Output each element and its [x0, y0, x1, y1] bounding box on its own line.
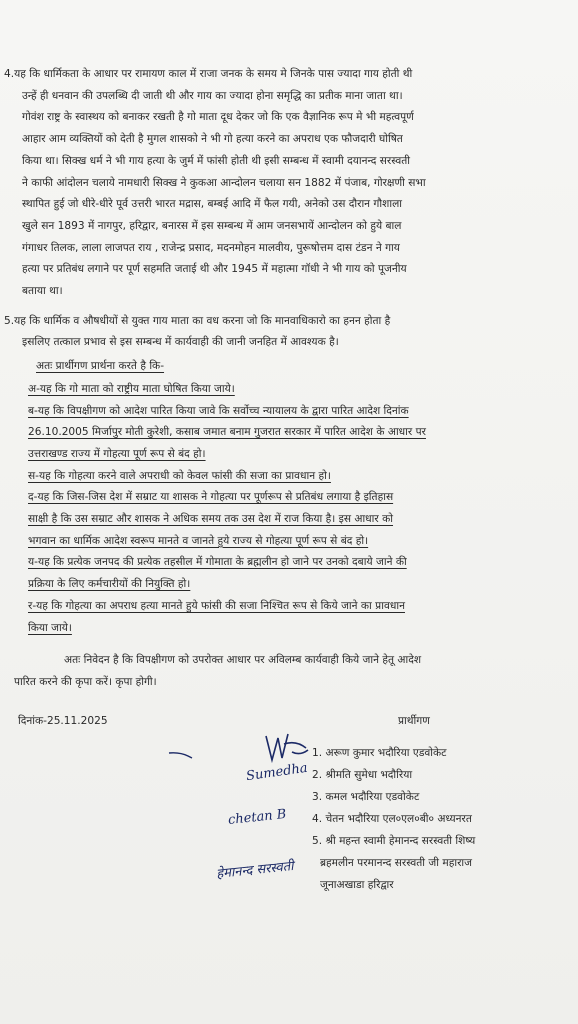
prayer-item [28, 552, 570, 595]
pen-mark [168, 750, 194, 760]
paragraph-number: 4. [4, 68, 15, 80]
text-line: अ-यह कि गो माता को राष्ट्रीय माता घोषित किया जाये। [28, 382, 235, 395]
text-line: इसलिए तत्काल प्रभाव से इस सम्बन्ध में कार्यवाही की जानी जनहित में आवश्यक है। [22, 336, 339, 349]
prayer-list [4, 379, 570, 639]
text-line: गंगाधर तिलक, लाला लाजपत राय , राजेन्द्र प्रसाद, मदनमोहन मालवीय, पुरूषोत्तम दास टंडन ने गाय [22, 241, 400, 254]
prayer-item [28, 596, 570, 639]
paragraph-5 [4, 311, 570, 354]
date: दिनांक-25.11.2025 [18, 715, 108, 727]
applicants-title: प्रार्थीगण [398, 715, 430, 727]
text-line: बताया था। [22, 285, 63, 298]
signatory-line: 3. कमल भदौरिया एडवोकेट [312, 791, 420, 803]
prayer-item [28, 487, 570, 552]
text-line: हत्या पर प्रतिबंध लगाने पर पूर्ण सहमति जताई थी और 1945 में महात्मा गॉधी ने भी गाय को पूजनीय [22, 263, 407, 276]
prayer-item [28, 379, 570, 401]
text-line: किया था। सिक्ख धर्म ने भी गाय हत्या के जुर्म में फांसी होती थी इसी सम्बन्ध में स्वामी दयानन्द सरस्वती [22, 154, 411, 167]
text-line: य-यह कि प्रत्येक जनपद की प्रत्येक तहसील में गोमाता के ब्रह्मलीन हो जाने पर उनको दबाये जाने की [28, 556, 407, 569]
text-line: साक्षी है कि उस सम्राट और शासक ने अधिक समय तक उस देश में राज किया है। इस आधार को [28, 513, 394, 526]
signatory-line: 5. श्री महन्त स्वामी हेमानन्द सरस्वती शिष्य [312, 835, 476, 847]
text-line: पारित करने की कृपा करें। कृपा होगी। [14, 675, 157, 688]
text-line: यह कि धार्मिकता के आधार पर रामायण काल में राजा जनक के समय मे जिनके पास ज्यादा गाय होती थी [14, 68, 413, 80]
text-line: किया जाये। [28, 621, 72, 634]
prayer-item [28, 466, 570, 488]
signatory-line: 1. अरूण कुमार भदौरिया एडवोकेट [312, 747, 447, 759]
handwritten-signature-2: Sumedha [245, 760, 309, 785]
text-line: भगवान का धार्मिक आदेश स्वरूप मानते व जानते हुये राज्य से गोहत्या पूर्ण रूप से बंद हो। [28, 534, 369, 547]
text-line: गोवंश राष्ट्र के स्वास्थय को बनाकर रखती है गो माता दूध देकर जो कि एक वैज्ञानिक रूप मे भी महत्वपूर्ण [22, 111, 414, 124]
document-body [4, 64, 570, 694]
text-line: अतः निवेदन है कि विपक्षीगण को उपरोक्त आधार पर अविलम्ब कार्यवाही किये जाने हेतू आदेश [64, 654, 422, 667]
prayer-heading: अतः प्रार्थीगण प्रार्थना करते है कि- [36, 360, 165, 373]
text-line: ब-यह कि विपक्षीगण को आदेश पारित किया जावे कि सर्वोच्च न्यायालय के द्वारा पारित आदेश दिनांक [28, 404, 409, 417]
text-line: ने काफी आंदोलन चलाये नामधारी सिक्ख ने कुकआ आन्दोलन चलाया सन 1882 में पंजाब, गोरक्षणी सभा [22, 176, 426, 189]
text-line: प्रक्रिया के लिए कर्मचारीयों की नियुक्ति हो। [28, 578, 191, 591]
text-line: र-यह कि गोहत्या का अपराध हत्या मानते हुये फांसी की सजा निश्चित रूप से किये जाने का प्रावधान [28, 599, 405, 612]
handwritten-signature-4: हेमानन्द सरस्वती [215, 858, 295, 883]
text-line: खुले सन 1893 में नागपुर, हरिद्वार, बनारस में इस सम्बन्ध में आम जनसभायें आन्दोलन को हुये बाल [22, 219, 402, 232]
signatory-line: ब्रहमलीन परमानन्द सरस्वती जी महाराज [320, 857, 473, 869]
text-line: यह कि धार्मिक व औषधीयों से युक्त गाय माता का वध करना जो कि मानवाधिकारो का हनन होता है [14, 314, 391, 327]
handwritten-signature-3: chetan B [227, 806, 288, 829]
signatories-list [312, 742, 475, 896]
signatory-line: 4. चेतन भदौरिया एल०एल०बी० अध्यनरत [312, 813, 472, 825]
text-line: आहार आम व्यक्तियों को देती है मुगल शासको ने भी गो हत्या करने का अपराध एक फौजदारी घोषित [22, 133, 403, 146]
text-line: उन्हें ही धनवान की उपलब्धि दी जाती थी और गाय का ज्यादा होना समृद्धि का प्रतीक माना जाता था। [22, 89, 403, 102]
text-line: स्थापित हुई जो धीरे-धीरे पूर्व उत्तरी भारत मद्रास, बम्बई आदि में फैल गयी, अनेको उस दौरान गौशाला [22, 198, 403, 211]
paragraph-number: 5. [4, 314, 15, 327]
text-line: द-यह कि जिस-जिस देश में सम्राट या शासक ने गोहत्या पर पूर्णरूप से प्रतिबंध लगाया है इतिहास [28, 491, 394, 504]
paragraph-4 [4, 64, 570, 303]
request-paragraph [4, 650, 570, 672]
signatory-line: जूनाअखाडा हरिद्वार [320, 879, 394, 891]
text-line: 26.10.2005 मिर्जापुर मोती कुरेशी, कसाब जमात बनाम गुजरात सरकार में पारित आदेश के आधार पर [28, 426, 426, 439]
text-line: उत्तराखण्ड राज्य में गोहत्या पूर्ण रूप से बंद हो। [28, 447, 206, 460]
prayer-item [28, 401, 570, 466]
text-line: स-यह कि गोहत्या करने वाले अपराधी को केवल फांसी की सजा का प्रावधान हो। [28, 469, 331, 482]
signatory-line: 2. श्रीमति सुमेधा भदौरिया [312, 769, 413, 781]
